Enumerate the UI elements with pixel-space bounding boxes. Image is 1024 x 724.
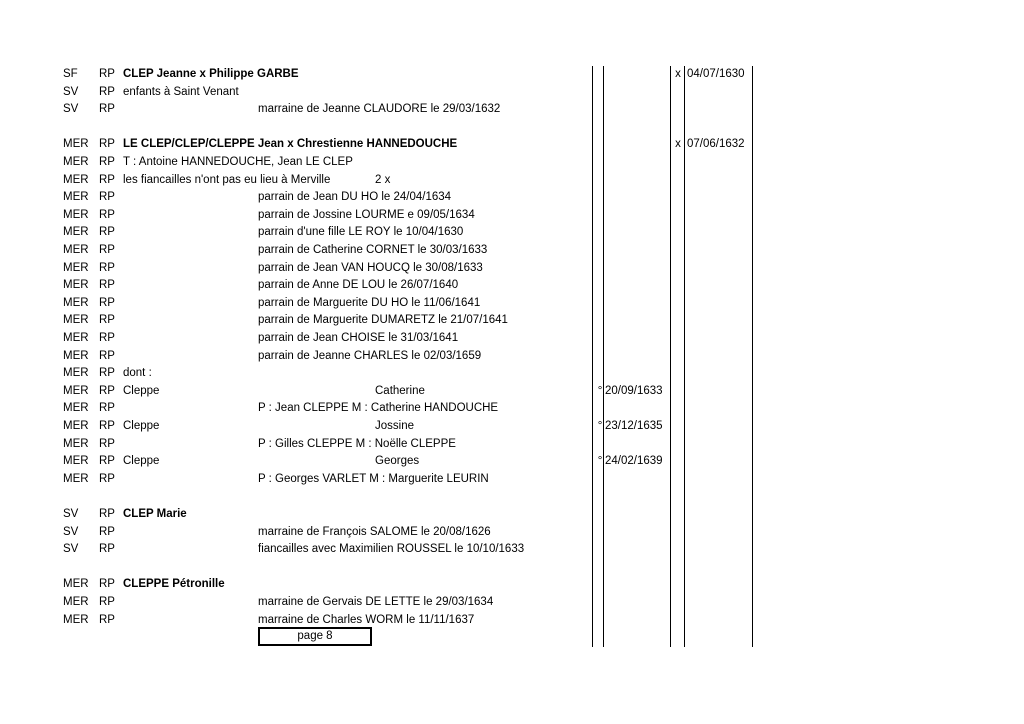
- entry-name: CLEPPE Pétronille: [123, 578, 225, 591]
- register-code: RP: [99, 279, 115, 292]
- place-code: SV: [63, 85, 79, 98]
- entry-name: CLEP Marie: [123, 508, 187, 520]
- place-code: MER: [63, 138, 89, 151]
- marriage-date: 04/07/1630: [687, 68, 745, 80]
- entry-detail: parrain de Catherine CORNET le 30/03/1633: [258, 244, 488, 256]
- register-code: RP: [99, 525, 115, 538]
- place-code: MER: [63, 472, 89, 485]
- place-code: MER: [63, 244, 89, 256]
- entry-detail: marraine de Gervais DE LETTE le 29/03/1634: [258, 596, 494, 608]
- entry-detail: parrain de Marguerite DUMARETZ le 21/07/1641: [258, 314, 508, 327]
- entry-name: Cleppe: [123, 455, 160, 468]
- entry-detail: parrain de Jeanne CHARLES le 02/03/1659: [258, 349, 482, 362]
- record-row: [0, 453, 1024, 470]
- register-code: RP: [99, 543, 115, 556]
- record-row: [0, 436, 1024, 453]
- page-number: page 8: [297, 630, 333, 642]
- birth-symbol: °: [597, 420, 603, 432]
- register-code: RP: [99, 208, 115, 221]
- register-code: RP: [99, 508, 115, 520]
- entry-detail: P : Georges VARLET M : Marguerite LEURIN: [258, 472, 489, 485]
- place-code: MER: [63, 208, 89, 221]
- register-code: RP: [99, 349, 115, 362]
- entry-name: Cleppe: [123, 420, 160, 432]
- given-name: Catherine: [375, 384, 425, 397]
- place-code: MER: [63, 332, 89, 344]
- place-code: MER: [63, 173, 89, 186]
- register-code: RP: [99, 103, 115, 116]
- record-row: [0, 136, 1024, 153]
- entry-detail: marraine de Charles WORM le 11/11/1637: [258, 613, 475, 626]
- marriage-mark: x: [675, 138, 681, 151]
- record-row: [0, 400, 1024, 417]
- register-code: RP: [99, 85, 115, 98]
- entry-detail: fiancailles avec Maximilien ROUSSEL le 10/10/1633: [258, 543, 525, 556]
- entry-detail: parrain de Anne DE LOU le 26/07/1640: [258, 279, 459, 292]
- record-row: [0, 348, 1024, 365]
- record-row: [0, 312, 1024, 329]
- place-code: MER: [63, 420, 89, 432]
- entry-detail: parrain de Jean CHOISE le 31/03/1641: [258, 332, 459, 344]
- record-row: [0, 207, 1024, 224]
- given-name: Jossine: [375, 420, 414, 432]
- place-code: MER: [63, 226, 89, 239]
- birth-symbol: °: [597, 384, 603, 397]
- record-row: [0, 84, 1024, 101]
- place-code: MER: [63, 367, 89, 380]
- place-code: MER: [63, 613, 89, 626]
- record-row: [0, 154, 1024, 171]
- register-code: RP: [99, 191, 115, 204]
- register-code: RP: [99, 472, 115, 485]
- register-code: RP: [99, 296, 115, 309]
- place-code: MER: [63, 402, 89, 415]
- entry-name: LE CLEP/CLEP/CLEPPE Jean x Chrestienne HANNEDOUCHE: [123, 138, 458, 151]
- entry-detail: parrain de Jean VAN HOUCQ le 30/08/1633: [258, 261, 483, 274]
- birth-symbol: °: [597, 455, 603, 468]
- record-row: [0, 506, 1024, 523]
- blank-row: [0, 559, 1024, 576]
- entry-detail: marraine de François SALOME le 20/08/1626: [258, 525, 491, 538]
- place-code: MER: [63, 296, 89, 309]
- register-code: RP: [99, 156, 115, 168]
- place-code: MER: [63, 156, 89, 168]
- entry-name: CLEP Jeanne x Philippe GARBE: [123, 68, 299, 80]
- place-code: MER: [63, 314, 89, 327]
- entry-name: enfants à Saint Venant: [123, 85, 239, 98]
- register-code: RP: [99, 314, 115, 327]
- record-row: [0, 172, 1024, 189]
- register-code: RP: [99, 455, 115, 468]
- place-code: SF: [63, 68, 78, 80]
- record-row: [0, 383, 1024, 400]
- place-code: MER: [63, 455, 89, 468]
- given-name: 2 x: [375, 173, 391, 186]
- entry-name: dont :: [123, 367, 152, 380]
- birth-date: 20/09/1633: [605, 384, 663, 397]
- entry-detail: P : Jean CLEPPE M : Catherine HANDOUCHE: [258, 402, 499, 415]
- entry-detail: parrain de Jossine LOURME e 09/05/1634: [258, 208, 475, 221]
- record-row: [0, 242, 1024, 259]
- record-row: [0, 295, 1024, 312]
- record-row: [0, 471, 1024, 488]
- entry-name: T : Antoine HANNEDOUCHE, Jean LE CLEP: [123, 156, 353, 168]
- place-code: MER: [63, 437, 89, 450]
- record-row: [0, 576, 1024, 593]
- record-row: [0, 594, 1024, 611]
- place-code: SV: [63, 543, 79, 556]
- register-code: RP: [99, 596, 115, 608]
- record-row: [0, 418, 1024, 435]
- record-row: [0, 330, 1024, 347]
- record-row: [0, 260, 1024, 277]
- place-code: MER: [63, 349, 89, 362]
- marriage-mark: x: [675, 68, 681, 80]
- entry-detail: marraine de Jeanne CLAUDORE le 29/03/1632: [258, 103, 501, 116]
- register-code: RP: [99, 68, 115, 80]
- register-code: RP: [99, 437, 115, 450]
- place-code: MER: [63, 261, 89, 274]
- entry-detail: P : Gilles CLEPPE M : Noëlle CLEPPE: [258, 437, 456, 450]
- marriage-date: 07/06/1632: [687, 138, 745, 151]
- register-code: RP: [99, 367, 115, 380]
- register-code: RP: [99, 138, 115, 151]
- birth-date: 23/12/1635: [605, 420, 663, 432]
- record-row: [0, 612, 1024, 629]
- place-code: MER: [63, 191, 89, 204]
- place-code: SV: [63, 103, 79, 116]
- record-row: [0, 277, 1024, 294]
- register-code: RP: [99, 578, 115, 591]
- record-row: [0, 365, 1024, 382]
- register-code: RP: [99, 261, 115, 274]
- register-code: RP: [99, 173, 115, 186]
- blank-row: [0, 119, 1024, 136]
- register-code: RP: [99, 402, 115, 415]
- entry-detail: parrain de Jean DU HO le 24/04/1634: [258, 191, 452, 204]
- entry-detail: parrain d'une fille LE ROY le 10/04/1630: [258, 226, 464, 239]
- register-code: RP: [99, 384, 115, 397]
- place-code: MER: [63, 578, 89, 591]
- place-code: SV: [63, 508, 79, 520]
- page-number-box: [258, 627, 372, 646]
- register-code: RP: [99, 244, 115, 256]
- birth-date: 24/02/1639: [605, 455, 663, 468]
- record-row: [0, 189, 1024, 206]
- place-code: MER: [63, 279, 89, 292]
- place-code: MER: [63, 384, 89, 397]
- register-code: RP: [99, 332, 115, 344]
- place-code: MER: [63, 596, 89, 608]
- place-code: SV: [63, 525, 79, 538]
- record-row: [0, 224, 1024, 241]
- given-name: Georges: [375, 455, 420, 468]
- entry-detail: parrain de Marguerite DU HO le 11/06/1641: [258, 296, 481, 309]
- entry-name: Cleppe: [123, 384, 160, 397]
- record-row: [0, 66, 1024, 83]
- record-row: [0, 101, 1024, 118]
- register-code: RP: [99, 420, 115, 432]
- register-code: RP: [99, 226, 115, 239]
- record-row: [0, 524, 1024, 541]
- record-row: [0, 541, 1024, 558]
- blank-row: [0, 488, 1024, 505]
- register-code: RP: [99, 613, 115, 626]
- entry-name: les fiancailles n'ont pas eu lieu à Merville: [123, 173, 331, 186]
